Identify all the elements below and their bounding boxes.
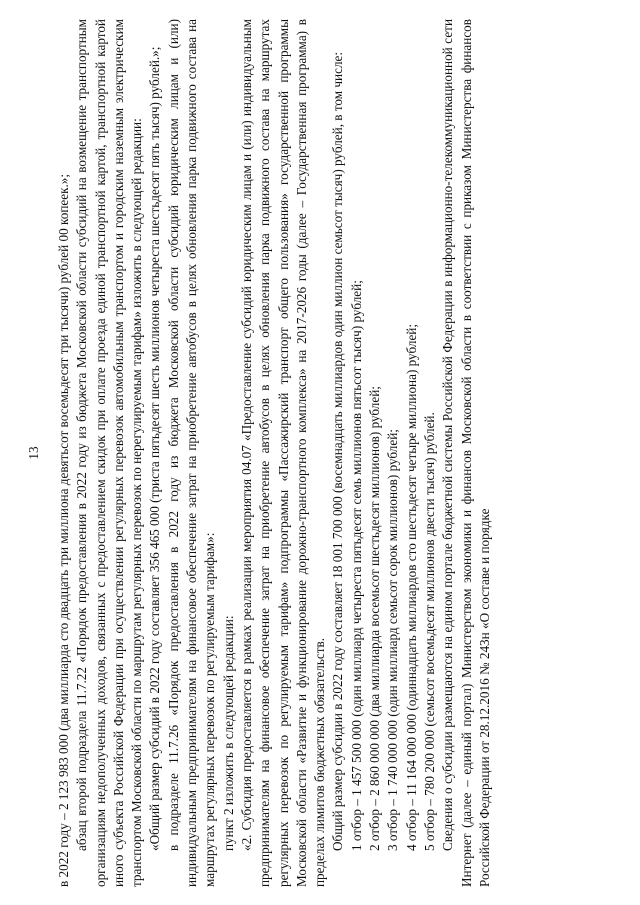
paragraph: в подразделе 11.7.26 «Порядок предоставления в 2022 году из бюджета Московской области субсидий юридическим лицам и (или) индивидуальным предпринимателям на финансовое обеспечение затрат на приобретение автобусов в целях обновления парка подвижного состава на маршрутах регулярных перевозок по регулируемым тарифам»: bbox=[165, 18, 218, 887]
page-number: 13 bbox=[26, 445, 41, 460]
list-item: 3 отбор – 1 740 000 000 (один миллиард семьсот сорок миллионов) рублей; bbox=[385, 428, 401, 851]
document-body bbox=[55, 19, 494, 887]
list-item: 1 отбор – 1 457 500 000 (один миллиард четыреста пятьдесят семь миллионов пятьсот тысяч) рублей; bbox=[348, 279, 364, 851]
paragraph: в 2022 году – 2 123 983 000 (два миллиарда сто двадцать три миллиона девятьсот восемьдесят три тысячи) рублей 00 копеек.»; bbox=[56, 173, 71, 887]
paragraph: абзац второй подраздела 11.7.22 «Порядок предоставления в 2022 году из бюджета Московской области субсидий на возмещение транспортным организациям недополученных доходов, связанных с предоставлением скидок при оплате проезда единой транспортной картой, транспортной картой иного субъекта Российской Федерации при осуществлении регулярных перевозок автомобильным транспортом и городским наземным электрическим транспортом Московской области по маршрутам регулярных перевозок по нерегулируемым тарифам» изложить в следующей редакции: bbox=[74, 18, 145, 887]
list-item: 2 отбор – 2 860 000 000 (два миллиарда восемьсот шестьдесят миллионов) рублей; bbox=[367, 385, 383, 851]
paragraph: «Общий размер субсидий в 2022 году составляет 356 465 000 (триста пятьдесят шесть миллионов четыреста шестьдесят пять тысяч) рублей.»; bbox=[147, 46, 163, 851]
list-item: 5 отбор – 780 200 000 (семьсот восемьдесят миллионов двести тысяч) рублей. bbox=[421, 411, 437, 851]
paragraph: «2. Субсидия предоставляется в рамках реализации мероприятия 04.07 «Предоставление субсидий юридическим лицам и (или) индивидуальным предпринимателям на финансовое обеспечение затрат на приобретение автобусов в целях обновления парка подвижного состава на маршрутах регулярных перевозок по регулируемым тарифам» подпрограммы «Пассажирский транспорт общего пользования» государственной программы Московской области «Развитие и функционирование дорожно-транспортного комплекса» на 2017-2026 годы (далее – Государственная программа) в пределах лимитов бюджетных обязательств. bbox=[238, 18, 328, 887]
paragraph: пункт 2 изложить в следующей редакции: bbox=[220, 615, 236, 851]
paragraph: Общий размер субсидии в 2022 году составляет 18 001 700 000 (восемнадцать миллиардов один миллион семьсот тысяч) рублей, в том числе: bbox=[330, 51, 346, 851]
rotated-text-block bbox=[25, 13, 615, 893]
paragraph: Сведения о субсидии размещаются на едином портале бюджетной системы Российской Федерации в информационно-телекоммуникационной сети Интернет (далее – единый портал) Министерством экономики и финансов Московской области в соответствии с приказом Министерства финансов Российской Федерации от 28.12.2016 № 243н «О составе и порядке bbox=[440, 18, 492, 887]
list-item: 4 отбор – 11 164 000 000 (одиннадцать миллиардов сто шестьдесят четыре миллиона) рублей; bbox=[403, 323, 419, 851]
